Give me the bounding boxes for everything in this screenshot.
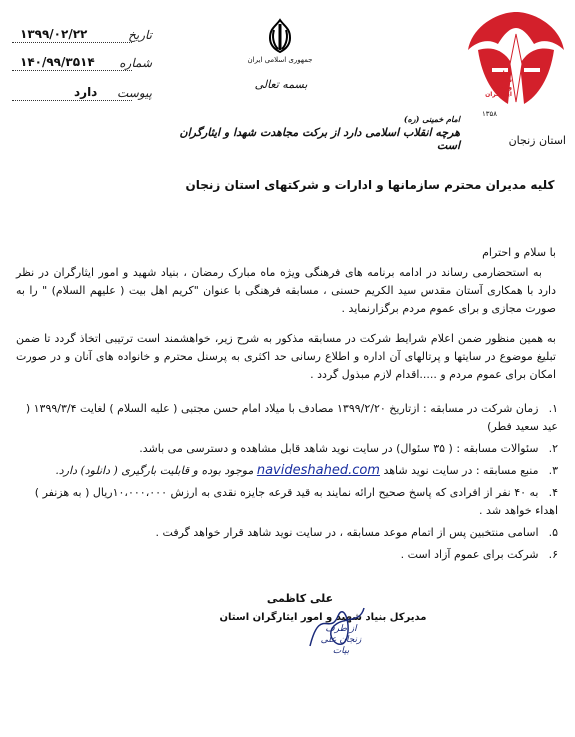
list-item-text: به ۴۰ نفر از افرادی که پاسخ صحیح ارائه نمایند به قید قرعه جایزه نقدی به ارزش ۱۰،۰۰۰،۰۰۰ریال ( به هزنفر ) اهداء خواهد شد . — [34, 486, 558, 517]
signer-title: مدیرکل بنیاد شهید و امور ایثارگران استان — [219, 612, 427, 623]
list-item — [12, 524, 558, 542]
list-item-number: ۱. — [548, 402, 558, 415]
attachment-label: پیوست — [117, 86, 152, 100]
list-item-text: زمان شرکت در مسابقه : ازتاریخ ۱۳۹۹/۲/۲۰ مصادف با میلاد امام حسن مجتبی ( علیه السلام ) لغایت ۱۳۹۹/۳/۴ ( عید سعید فطر) — [25, 402, 558, 433]
list-item-number: ۶. — [548, 548, 558, 561]
number-label: شماره — [119, 56, 152, 70]
list-item — [12, 484, 558, 520]
stamp-text: از طرف زنجان علی بیات — [320, 624, 362, 656]
emblem-caption: جمهوری اسلامی ایران — [247, 56, 313, 64]
date-label: تاریخ — [128, 28, 152, 42]
list-item-text: اسامی منتخبین پس از اتمام موعد مسابقه ، در سایت نوید شاهد قرار خواهد گرفت . — [155, 526, 539, 539]
list-item — [12, 440, 558, 458]
logo-text — [468, 70, 512, 98]
list-item-number: ۲. — [548, 442, 558, 455]
conditions-list — [12, 400, 558, 568]
date-value: ۱۳۹۹/۰۲/۲۲ — [20, 27, 88, 41]
list-item-number: ۳. — [548, 464, 558, 477]
list-item-text: سئوالات مسابقه : ( ۳۵ سئوال) در سایت نوید شاهد قابل مشاهده و دسترسی می باشد. — [139, 442, 539, 455]
date-dotline — [12, 42, 132, 43]
greeting: با سلام و احترام — [482, 246, 556, 259]
list-item-text: شرکت برای عموم آزاد است . — [400, 548, 539, 561]
list-item-text: موجود بوده و قابلیت بارگیری ( دانلود) دارد. — [55, 464, 254, 477]
logo-text-line3: و امور ایثارگران — [485, 84, 512, 98]
list-item — [12, 400, 558, 436]
bismillah: بسمه تعالی — [254, 78, 308, 91]
list-item — [12, 546, 558, 564]
list-item-number: ۵. — [548, 526, 558, 539]
logo-text-line2: شهید — [496, 77, 512, 84]
province-label: استان زنجان — [508, 134, 566, 147]
list-item — [12, 462, 558, 480]
paragraph-1: به استحضارمی رساند در ادامه برنامه های فرهنگی ویژه ماه مبارک رمضان ، بنیاد شهید و امور ایثارگران در نظر دارد با همکاری آستان مقدس سید الکریم حسنی ، مسابقه فرهنگی با عنوان "کریم اهل بیت ( علیهم السلام) " را به صورت مجازی و برای عموم مردم برگزارنماید . — [16, 266, 556, 315]
logo-year: ۱۳۵۸ — [482, 110, 498, 118]
attachment-row — [12, 86, 152, 104]
logo-text-line1: بنیاد — [499, 70, 512, 77]
iran-emblem-icon — [260, 16, 300, 56]
list-item-number: ۴. — [548, 486, 558, 499]
paragraph-2: به همین منظور ضمن اعلام شرایط شرکت در مسابقه مذکور به شرح زیر، خواهشمند است ترتیبی اتخاذ گردد تا ضمن تبلیغ موضوع در سایتها و پرتالهای آن اداره و اطلاع رسانی حد اکثری به پرسنل محترم و خانواده های آنان و در صورت امکان برای عموم مردم و .....اقدام لازم مبذول گردد . — [16, 332, 556, 381]
attachment-value: دارد — [74, 85, 98, 99]
attachment-dotline — [12, 100, 132, 101]
signer-name: علی کاظمی — [266, 592, 334, 605]
number-row — [12, 56, 152, 74]
imam-quote: هرچه انقلاب اسلامی دارد از برکت مجاهدت شهدا و ایثارگران است — [179, 126, 460, 152]
imam-label: امام خمینی (ره) — [403, 114, 460, 124]
list-item-text: منبع مسابقه : در سایت نوید شاهد — [383, 464, 539, 477]
addressee: کلیه مدیران محترم سازمانها و ادارات و شرکتهای استان زنجان — [185, 178, 555, 192]
number-dotline — [12, 70, 132, 71]
number-value: ۱۴۰/۹۹/۳۵۱۴ — [20, 55, 95, 69]
date-row — [12, 28, 152, 46]
navideshahed-link[interactable]: navideshahed.com — [256, 463, 380, 478]
